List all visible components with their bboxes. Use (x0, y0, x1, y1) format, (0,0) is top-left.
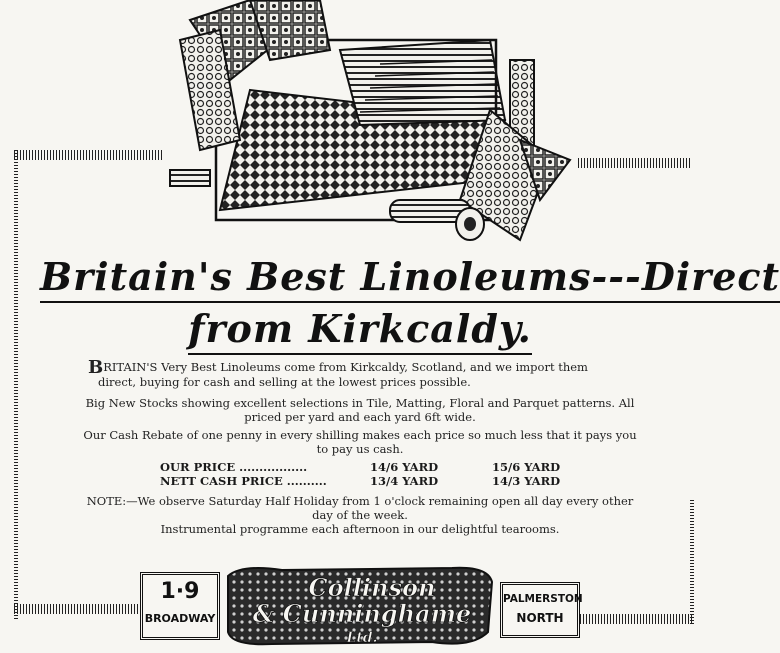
price-label: NETT CASH PRICE .......... (160, 474, 327, 488)
border-rule-top-left (14, 150, 164, 160)
border-rule-bottom-right (580, 614, 692, 624)
price-table (160, 460, 580, 488)
address-box-broadway (140, 572, 220, 640)
location-city-line-1: PALMERSTON (503, 593, 583, 605)
street-name: BROADWAY (144, 612, 216, 625)
price-value: 14/6 YARD (370, 460, 439, 474)
border-rule-top-right (578, 158, 690, 168)
brand-name-line-2: & Cunninghame (252, 599, 472, 628)
intro-paragraph (88, 357, 628, 389)
price-value: 13/4 YARD (370, 474, 439, 488)
price-row-our-price (160, 460, 580, 474)
border-rule-bottom-left (14, 604, 138, 614)
linoleum-illustration (160, 0, 570, 252)
intro-first-line: RITAIN'S Very Best Linoleums come from Kirkcaldy, Scotland, and we import them (103, 360, 588, 374)
programme-paragraph: Instrumental programme each afternoon in our delightful tearooms. (160, 522, 560, 536)
headline-line-1: Britain's Best Linoleums---Direct (40, 254, 680, 299)
border-rule-left (14, 150, 18, 620)
location-city-line-2: NORTH (516, 611, 564, 625)
street-number: 1·9 (160, 579, 200, 604)
price-value: 14/3 YARD (492, 474, 561, 488)
brand-name-line-1: Collinson (308, 573, 436, 602)
note-paragraph: NOTE:—We observe Saturday Half Holiday from 1 o'clock remaining open all day every other day of the week. (86, 494, 634, 522)
headline-line-2: from Kirkcaldy. (40, 306, 680, 351)
price-row-nett-cash-price (160, 474, 580, 488)
brand-name-line-3: Ltd. (346, 630, 378, 646)
brand-scroll-panel (222, 562, 496, 648)
border-rule-right (690, 500, 694, 624)
location-box (500, 582, 583, 638)
price-value: 15/6 YARD (492, 460, 561, 474)
rebate-paragraph: Our Cash Rebate of one penny in every shilling makes each price so much less that it pays you to pay us cash. (83, 428, 637, 456)
price-label: OUR PRICE ................. (160, 460, 308, 474)
intro-dropcap: B (88, 357, 104, 378)
stocks-paragraph: Big New Stocks showing excellent selections in Tile, Matting, Floral and Parquet patterns. All priced per yard and each yard 6ft wide. (85, 396, 635, 424)
intro-second-line: direct, buying for cash and selling at the lowest prices possible. (98, 375, 471, 389)
